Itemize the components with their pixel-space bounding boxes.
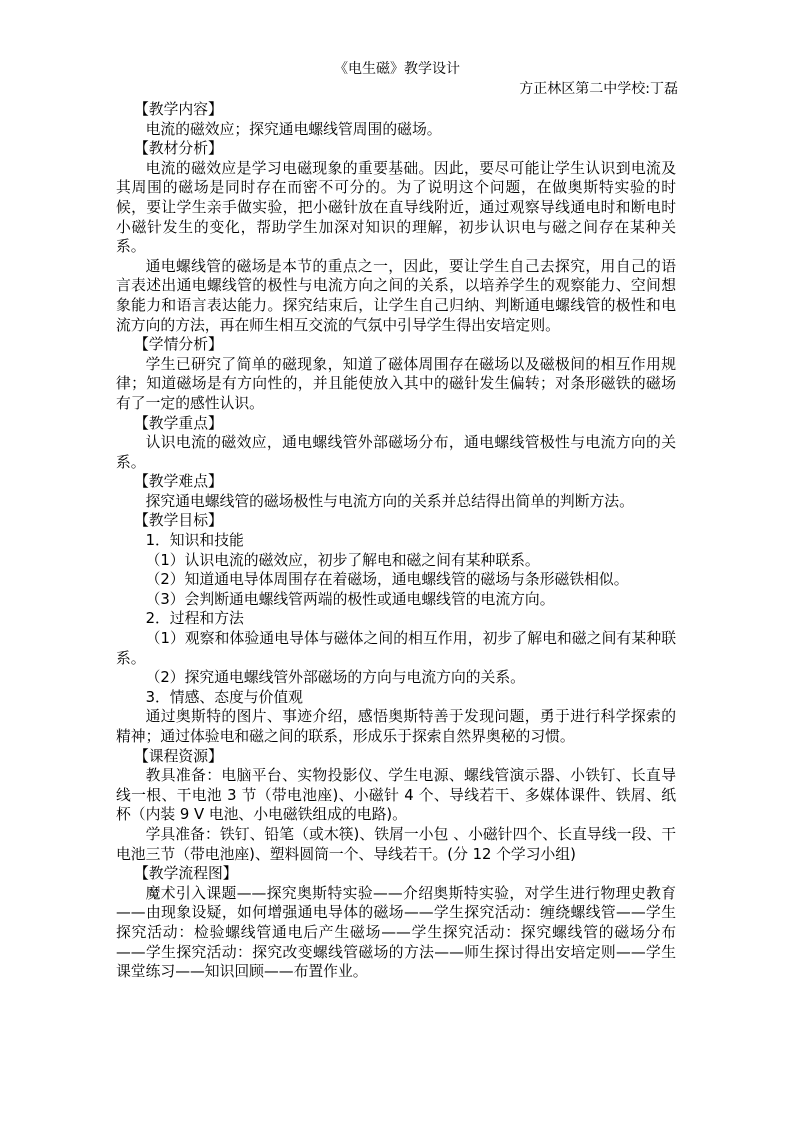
student-paragraph: 学生已研究了简单的磁现象，知道了磁体周围存在磁场以及磁极间的相互作用规律；知道磁场是有方向性的，并且能使放入其中的磁针发生偏转；对条形磁铁的磁场有了一定的感性认识。 [116, 355, 676, 412]
document-title: 《电生磁》教学设计 [334, 61, 460, 77]
material-paragraph-2: 通电螺线管的磁场是本节的重点之一，因此，要让学生自己去探究，用自己的语言表述出通电螺线管的极性与电流方向之间的关系，以培养学生的观察能力、空间想象能力和语言表达能力。探究结束后，让学生自己归纳、判断通电螺线管的极性和电流方向的方法，再在师生相互交流的气氛中引导学生得出安培定则。 [116, 257, 676, 334]
goal-1-item: （2）知道通电导体周围存在着磁场，通电螺线管的磁场与条形磁铁相似。 [145, 571, 629, 589]
flow-paragraph: 魔术引入课题——探究奥斯特实验——介绍奥斯特实验，对学生进行物理史教育——由现象设疑，如何增强通电导体的磁场——学生探究活动：缠绕螺线管——学生探究活动：检验螺线管通电后产生磁场——学生探究活动：探究螺线管的磁场分布——学生探究活动：探究改变螺线管磁场的方法——师生探讨得出安培定则——学生课堂练习——知识回顾——布置作业。 [116, 884, 676, 981]
section-heading-goals: 【教学目标】 [134, 512, 223, 530]
goal-1-item: （1）认识电流的磁效应，初步了解电和磁之间有某种联系。 [145, 551, 540, 569]
section-heading-difficulty: 【教学难点】 [134, 473, 223, 491]
difficulty-paragraph: 探究通电螺线管的磁场极性与电流方向的关系并总结得出简单的判断方法。 [145, 492, 634, 510]
key-points-paragraph: 认识电流的磁效应，通电螺线管外部磁场分布，通电螺线管极性与电流方向的关系。 [116, 434, 676, 471]
goal-1-item: （3）会判断通电螺线管两端的极性或通电螺线管的电流方向。 [145, 590, 555, 608]
goal-3-paragraph: 通过奥斯特的图片、事迹介绍，感悟奥斯特善于发现问题，勇于进行科学探索的精神；通过体验电和磁之间的联系，形成乐于探索自然界奥秘的习惯。 [116, 708, 676, 745]
section-heading-resources: 【课程资源】 [134, 747, 223, 765]
section-heading-content: 【教学内容】 [134, 101, 223, 118]
material-paragraph-1: 电流的磁效应是学习电磁现象的重要基础。因此，要尽可能让学生认识到电流及其周围的磁场是同时存在而密不可分的。为了说明这个问题，在做奥斯特实验的时候，要让学生亲手做实验，把小磁针放在直导线附近，通过观察导线通电时和断电时小磁针发生的变化，帮助学生加深对知识的理解，初步认识电与磁之间存在某种关系。 [116, 159, 676, 256]
goal-3-title: 3．情感、态度与价值观 [145, 688, 303, 706]
section-heading-student: 【学情分析】 [134, 336, 223, 354]
author-line: 方正林区第二中学校:丁磊 [519, 81, 678, 97]
goal-2-item: （2）探究通电螺线管外部磁场的方向与电流方向的关系。 [145, 669, 525, 687]
goal-2-item: （1）观察和体验通电导体与磁体之间的相互作用，初步了解电和磁之间有某种联系。 [116, 630, 676, 667]
section-heading-material: 【教材分析】 [134, 140, 223, 158]
teacher-tools-paragraph: 教具准备：电脑平台、实物投影仪、学生电源、螺线管演示器、小铁钉、长直导线一根、干电池 3 节（带电池座)、小磁针 4 个、导线若干、多媒体课件、铁屑、纸杯（内装 9 V 电池、小电磁铁组成的电路)。 [116, 767, 676, 824]
student-tools-paragraph: 学具准备：铁钉、铅笔（或木筷)、铁屑一小包 、小磁针四个、长直导线一段、干电池三节（带电池座)、塑料圆筒一个、导线若干。(分 12 个学习小组) [116, 825, 676, 863]
goal-2-title: 2．过程和方法 [145, 610, 244, 628]
document-body [116, 100, 676, 982]
section-heading-key-points: 【教学重点】 [134, 414, 223, 432]
section-heading-flow: 【教学流程图】 [134, 865, 238, 883]
goal-1-title: 1．知识和技能 [145, 532, 244, 550]
content-paragraph: 电流的磁效应；探究通电螺线管周围的磁场。 [145, 120, 442, 138]
